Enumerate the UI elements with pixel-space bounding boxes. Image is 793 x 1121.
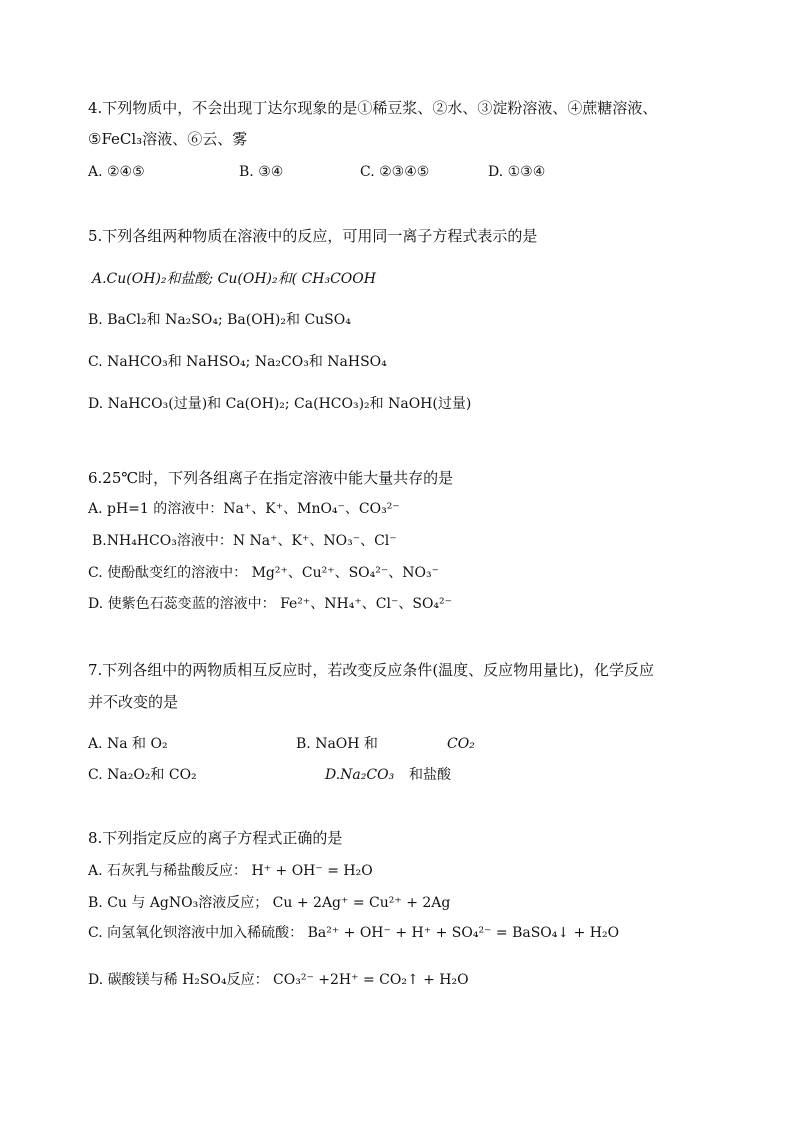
q5-option-b: B. BaCl₂和 Na₂SO₄; Ba(OH)₂和 CuSO₄ bbox=[88, 312, 351, 328]
q6-option-c: C. 使酚酞变红的溶液中： Mg²⁺、Cu²⁺、SO₄²⁻、NO₃⁻ bbox=[88, 565, 440, 581]
q5-option-a: A.Cu(OH)₂和盐酸; Cu(OH)₂和( CH₃COOH bbox=[92, 271, 376, 287]
q7-stem-line2: 并不改变的是 bbox=[88, 693, 179, 711]
q5-stem: 5.下列各组两种物质在溶液中的反应，可用同一离子方程式表示的是 bbox=[88, 227, 538, 245]
q4-option-b: B. ③④ bbox=[239, 164, 284, 180]
q5-option-c: C. NaHCO₃和 NaHSO₄; Na₂CO₃和 NaHSO₄ bbox=[88, 354, 387, 370]
q6-option-a: A. pH=1 的溶液中：Na⁺、K⁺、MnO₄⁻、CO₃²⁻ bbox=[88, 501, 400, 517]
q7-option-c: C. Na₂O₂和 CO₂ bbox=[88, 767, 197, 783]
q8-option-b: B. Cu 与 AgNO₃溶液反应； Cu + 2Ag⁺ = Cu²⁺ + 2Ag bbox=[88, 895, 451, 911]
q4-option-d: D. ①③④ bbox=[488, 164, 546, 180]
q8-option-a: A. 石灰乳与稀盐酸反应： H⁺ + OH⁻ = H₂O bbox=[88, 863, 373, 879]
q4-stem-line1: 4.下列物质中，不会出现丁达尔现象的是①稀豆浆、②水、③淀粉溶液、④蔗糖溶液、 bbox=[88, 99, 658, 117]
q6-option-b: B.NH₄HCO₃溶液中：N Na⁺、K⁺、NO₃⁻、Cl⁻ bbox=[92, 533, 397, 549]
q8-stem: 8.下列指定反应的离子方程式正确的是 bbox=[88, 829, 343, 847]
q4-stem-line2: ⑤FeCl₃溶液、⑥云、雾 bbox=[88, 130, 248, 148]
q7-option-a: A. Na 和 O₂ bbox=[88, 736, 168, 752]
q7-option-d-text: 和盐酸 bbox=[409, 767, 451, 783]
q7-stem-line1: 7.下列各组中的两物质相互反应时，若改变反应条件(温度、反应物用量比)，化学反应 bbox=[88, 661, 655, 679]
q5-option-d: D. NaHCO₃(过量)和 Ca(OH)₂; Ca(HCO₃)₂和 NaOH(过量) bbox=[88, 396, 472, 412]
q8-option-c: C. 向氢氧化钡溶液中加入稀硫酸： Ba²⁺ + OH⁻ + H⁺ + SO₄²⁻ = BaSO₄↓ + H₂O bbox=[88, 925, 620, 941]
q7-option-b: B. NaOH 和 bbox=[296, 736, 378, 752]
q7-option-b-formula: CO₂ bbox=[447, 736, 475, 752]
q8-option-d: D. 碳酸镁与稀 H₂SO₄反应： CO₃²⁻ +2H⁺ = CO₂↑ + H₂O bbox=[88, 972, 469, 988]
q4-option-c: C. ②③④⑤ bbox=[360, 164, 430, 180]
q6-stem: 6.25℃时，下列各组离子在指定溶液中能大量共存的是 bbox=[88, 469, 454, 487]
q4-option-a: A. ②④⑤ bbox=[88, 164, 145, 180]
q6-option-d: D. 使紫色石蕊变蓝的溶液中： Fe²⁺、NH₄⁺、Cl⁻、SO₄²⁻ bbox=[88, 596, 453, 612]
q7-option-d: D.Na₂CO₃ bbox=[325, 767, 395, 783]
